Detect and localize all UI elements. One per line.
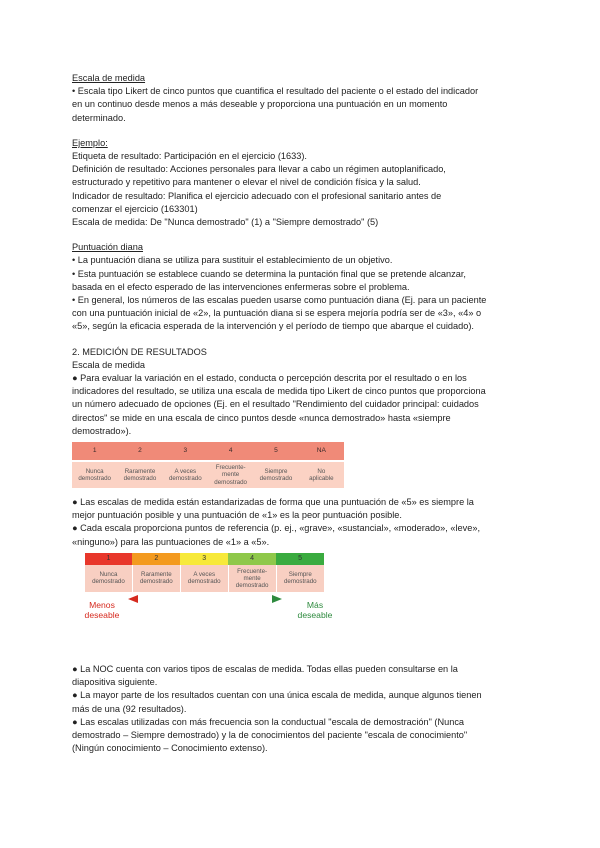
text-line: ● Cada escala proporciona puntos de referencia (p. ej., «grave», «sustancial», «moderado», «leve», (72, 523, 481, 534)
colored-scale-table (84, 553, 324, 592)
text-line: mejor puntuación posible y una puntuación de «1» es la peor puntuación posible. (72, 510, 402, 521)
colored-scale-figure (84, 553, 333, 663)
scale-header-cell: 4 (208, 442, 253, 461)
text-line: ● Las escalas de medida están estandarizadas de forma que una puntuación de «5» es siempre la (72, 497, 474, 508)
text-line: Indicador de resultado: Planifica el ejercicio adecuado con el profesional sanitario antes de (72, 190, 442, 201)
text-line: demostrado»). (72, 425, 132, 436)
text-line: indicadores del resultado, se utiliza una escala de medida tipo Likert de cinco puntos que proporciona (72, 386, 486, 397)
likert-scale-table (72, 442, 344, 488)
text-line: más de una (92 resultados). (72, 703, 187, 714)
scale-header-cell: 2 (117, 442, 162, 461)
text-line: «5», según la eficacia esperada de la intervención y el período de tiempo que abarque el cuidado). (72, 321, 474, 332)
section-subheading: Escala de medida (72, 359, 146, 370)
scale-label-cell: Siempre demostrado (253, 461, 298, 488)
text-line: basada en el efecto esperado de las intervenciones enfermeras sobre el problema. (72, 281, 410, 292)
section-title-ejemplo: Ejemplo: (72, 137, 108, 148)
scale-header-cell: 1 (72, 442, 117, 461)
colored-label-cell: Nunca demostrado (85, 565, 133, 592)
desirability-arrow (78, 592, 338, 626)
section-heading-medicion: 2. MEDICIÓN DE RESULTADOS (72, 346, 207, 357)
scale-header-cell: 5 (253, 442, 298, 461)
text-line: diapositiva siguiente. (72, 677, 158, 688)
text-line: ● La mayor parte de los resultados cuentan con una única escala de medida, aunque algunos tienen (72, 690, 482, 701)
colored-label-row (85, 565, 325, 592)
text-line: demostrado – Siempre demostrado) y la de conocimientos del paciente "escala de conocimiento" (72, 729, 468, 740)
text-line: directos" se mide en una escala de cinco puntos desde «nunca demostrado» hasta «siempre (72, 412, 451, 423)
section-title-escala: Escala de medida (72, 73, 146, 83)
text-line: un número adecuado de opciones (Ej. en el resultado "Rendimiento del cuidador principal: cuidados (72, 399, 479, 410)
text-line: ● Las escalas utilizadas con más frecuencia son la conductual "escala de demostración" (Nunca (72, 716, 465, 727)
scale-label-cell: A veces demostrado (163, 461, 208, 488)
text-line: comenzar el ejercicio (163301) (72, 203, 198, 214)
colored-label-cell: Siempre demostrado (276, 565, 324, 592)
colored-label-cell: Raramente demostrado (132, 565, 180, 592)
document-page (72, 72, 532, 755)
scale-header-cell: 3 (163, 442, 208, 461)
scale-header-cell: NA (299, 442, 344, 461)
scale-label-row (72, 461, 344, 488)
text-line: con una puntuación inicial de «2», la puntuación diana si se espera mejoría podría ser de «3», «4» o (72, 308, 482, 319)
scale-label-cell: Frecuente- mente demostrado (208, 461, 253, 488)
text-line: ● Para evaluar la variación en el estado, conducta o percepción descrita por el resultado o en los (72, 373, 467, 384)
text-line: «ninguno») para las puntuaciones de «1» a «5». (72, 536, 270, 547)
colored-header-cell: 1 (85, 553, 133, 565)
scale-label-cell: No aplicable (299, 461, 344, 488)
colored-header-cell: 4 (228, 553, 276, 565)
text-line: en un continuo desde menos a más deseable y proporciona una puntuación en un momento (72, 99, 448, 110)
more-desirable-label: Más deseable (297, 599, 333, 620)
less-desirable-label: Menos deseable (84, 599, 120, 620)
colored-label-cell: A veces demostrado (180, 565, 228, 592)
text-line: estructurado y repetitivo para mantener o elevar el nivel de condición física y la salud. (72, 177, 421, 188)
text-line: (Ningún conocimiento – Conocimiento extenso). (72, 743, 268, 754)
text-line: • Escala tipo Likert de cinco puntos que cuantifica el resultado del paciente o el estado del indicador (72, 86, 479, 97)
text-line: Escala de medida: De "Nunca demostrado" (1) a "Siempre demostrado" (5) (72, 217, 379, 228)
text-line: Etiqueta de resultado: Participación en el ejercicio (1633). (72, 151, 307, 162)
text-line: determinado. (72, 112, 126, 123)
scale-label-cell: Nunca demostrado (72, 461, 117, 488)
colored-label-cell: Frecuente- mente demostrado (228, 565, 276, 592)
colored-header-row (85, 553, 325, 565)
text-line: Definición de resultado: Acciones personales para llevar a cabo un régimen autoplanificado, (72, 164, 446, 175)
colored-header-cell: 5 (276, 553, 324, 565)
colored-header-cell: 3 (180, 553, 228, 565)
scale-label-cell: Raramente demostrado (117, 461, 162, 488)
colored-header-cell: 2 (132, 553, 180, 565)
text-line: • Esta puntuación se establece cuando se determina la puntación final que se pretende alcanzar, (72, 268, 466, 279)
section-title-puntuacion-diana: Puntuación diana (72, 242, 144, 253)
text-line: • En general, los números de las escalas pueden usarse como puntuación diana (Ej. para un paciente (72, 295, 487, 306)
scale-header-row (72, 442, 344, 461)
text-line: • La puntuación diana se utiliza para sustituir el establecimiento de un objetivo. (72, 255, 393, 266)
text-line: ● La NOC cuenta con varios tipos de escalas de medida. Todas ellas pueden consultarse en la (72, 663, 458, 674)
